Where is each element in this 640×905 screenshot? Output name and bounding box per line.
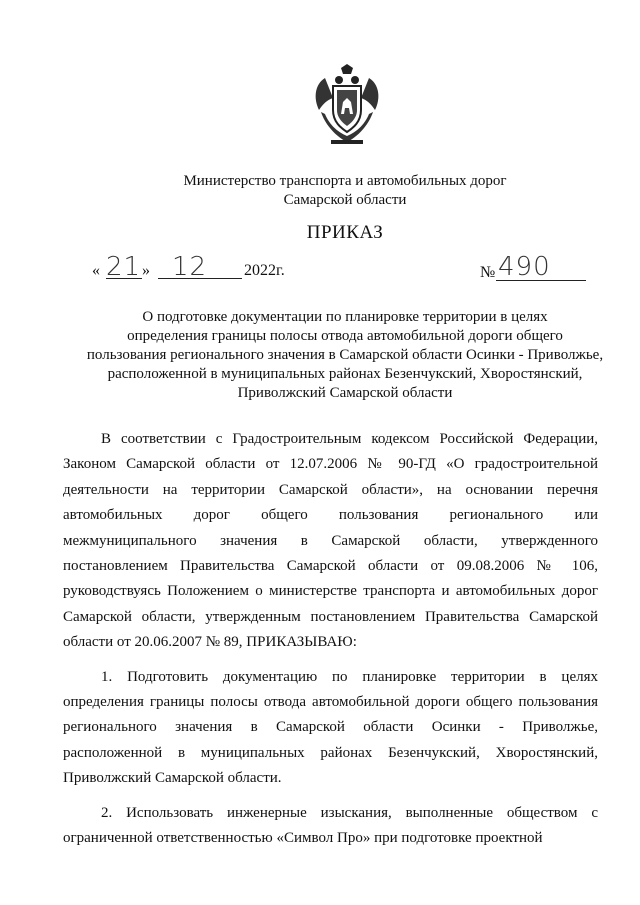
number-sign: № <box>480 264 496 281</box>
document-title: ПРИКАЗ <box>306 222 384 243</box>
subject-line: Приволжский Самарской области <box>237 385 453 401</box>
item-2-paragraph: 2. Использовать инженерные изыскания, выполненные обществом с ограниченной ответственностью «Символ Про» при подготовке проектной <box>63 804 598 847</box>
samara-coat-of-arms-icon <box>311 64 383 146</box>
subject-line: пользования регионального значения в Самарской области Осинки - Приволжье, <box>86 347 604 363</box>
date-month: 12 <box>172 252 208 282</box>
ministry-name <box>0 172 640 210</box>
order-subject <box>80 308 610 403</box>
date-day: 21 <box>106 252 142 282</box>
number-underline <box>496 280 586 281</box>
order-number <box>480 252 586 282</box>
order-date <box>92 252 292 282</box>
subject-line: О подготовке документации по планировке территории в целях <box>142 309 548 325</box>
date-month-underline <box>158 278 242 279</box>
subject-line: определения границы полосы отвода автомобильной дороги общего <box>127 328 563 344</box>
item-1-paragraph: 1. Подготовить документацию по планировке территории в целях определения границы полосы отвода автомобильной дороги общего пользования регионального значения в Самарской области Осинки - Приволжье, расположенной в муниципальных районах Безенчукский, Хворостянский, Приволжский Самарской области. <box>63 668 598 787</box>
number-value: 490 <box>498 252 551 282</box>
order-body <box>63 427 598 852</box>
ministry-name-line1: Министерство транспорта и автомобильных дорог <box>183 173 507 189</box>
date-open-quote: « <box>92 262 100 279</box>
date-close-quote: » <box>142 262 150 279</box>
ministry-name-line2: Самарской области <box>283 192 407 208</box>
preamble-paragraph: В соответствии с Градостроительным кодексом Российской Федерации, Законом Самарской области от 12.07.2006 № 90-ГД «О градостроительной деятельности на территории Самарской области», на основании перечня автомобильных дорог общего пользования регионального или межмуниципального значения в Самарской области, утвержденного постановлением Правительства Самарской области от 09.08.2006 № 106, руководствуясь Положением о министерстве транспорта и автомобильных дорог Самарской области, утвержденным постановлением Правительства Самарской области от 20.06.2007 № 89, ПРИКАЗЫВАЮ: <box>63 431 598 651</box>
subject-line: расположенной в муниципальных районах Безенчукский, Хворостянский, <box>107 366 583 382</box>
date-day-underline <box>106 278 142 279</box>
date-year: 2022г. <box>244 262 285 279</box>
